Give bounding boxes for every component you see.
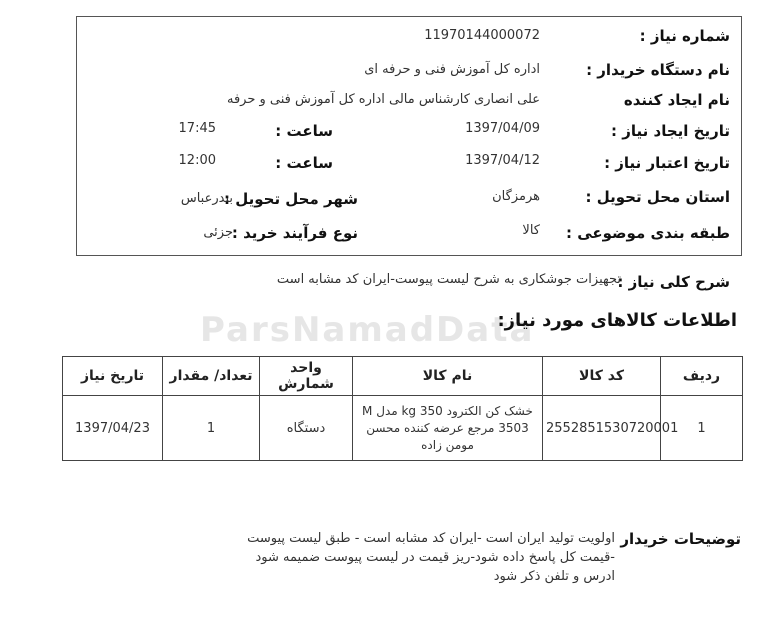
province-label: استان محل تحویل : <box>585 188 730 206</box>
valid-time-value: 12:00 <box>178 153 216 168</box>
items-table <box>62 356 743 461</box>
city-label: شهر محل تحویل : <box>223 190 358 208</box>
column-header-quantity: تعداد/ مقدار <box>163 357 260 396</box>
cell-unit: دستگاه <box>260 396 353 461</box>
creator-label: نام ایجاد کننده <box>623 91 730 109</box>
category-value: کالا <box>522 223 540 238</box>
city-value: بندرعباس <box>180 191 233 206</box>
cell-name: خشک کن الکترود kg 350 مدل M 3503 مرجع عرضه کننده محسن مومن زاده <box>353 396 543 461</box>
table-header-row <box>63 357 743 396</box>
summary-text: تجهیزات جوشکاری به شرح لیست پیوست-ایران کد مشابه است <box>276 272 621 287</box>
created-date-label: تاریخ ایجاد نیاز : <box>611 122 730 140</box>
buyer-value: اداره کل آموزش فنی و حرفه ای <box>364 62 540 77</box>
valid-date-value: 1397/04/12 <box>465 153 540 168</box>
column-header-date: تاریخ نیاز <box>63 357 163 396</box>
buyer-notes-line-3: ادرس و تلفن ذکر شود <box>493 569 615 584</box>
summary-label: شرح کلی نیاز : <box>617 273 730 291</box>
need-number-value: 11970144000072 <box>424 28 540 43</box>
cell-quantity: 1 <box>163 396 260 461</box>
created-time-value: 17:45 <box>178 121 216 136</box>
created-time-label: ساعت : <box>275 122 333 140</box>
valid-date-label: تاریخ اعتبار نیاز : <box>604 154 730 172</box>
buyer-notes-line-2: -قیمت کل پاسخ داده شود-ریز قیمت در لیست پیوست ضمیمه شود <box>255 550 615 565</box>
column-header-row-number: ردیف <box>661 357 743 396</box>
table-row <box>63 396 743 461</box>
created-date-value: 1397/04/09 <box>465 121 540 136</box>
column-header-name: نام کالا <box>353 357 543 396</box>
column-header-unit: واحد شمارش <box>260 357 353 396</box>
cell-date: 1397/04/23 <box>63 396 163 461</box>
column-header-code: کد کالا <box>543 357 661 396</box>
valid-time-label: ساعت : <box>275 154 333 172</box>
buyer-notes-line-1: اولویت تولید ایران است -ایران کد مشابه است - طبق لیست پیوست <box>247 531 615 546</box>
items-section-title: اطلاعات کالاهای مورد نیاز: <box>497 310 737 331</box>
creator-value: علی انصاری کارشناس مالی اداره کل آموزش فنی و حرفه <box>226 92 540 107</box>
buyer-label: نام دستگاه خریدار : <box>586 61 730 79</box>
buyer-notes-label: توضیحات خریدار <box>620 530 741 548</box>
process-label: نوع فرآیند خرید : <box>231 224 358 242</box>
category-label: طبقه بندی موضوعی : <box>566 224 730 242</box>
process-value: جزئی <box>203 225 233 240</box>
watermark-text: ParsNamadData <box>200 310 535 350</box>
cell-code: 2552851530720001 <box>543 396 661 461</box>
province-value: هرمزگان <box>492 189 540 204</box>
cell-row-number: 1 <box>661 396 743 461</box>
need-number-label: شماره نیاز : <box>639 27 730 45</box>
